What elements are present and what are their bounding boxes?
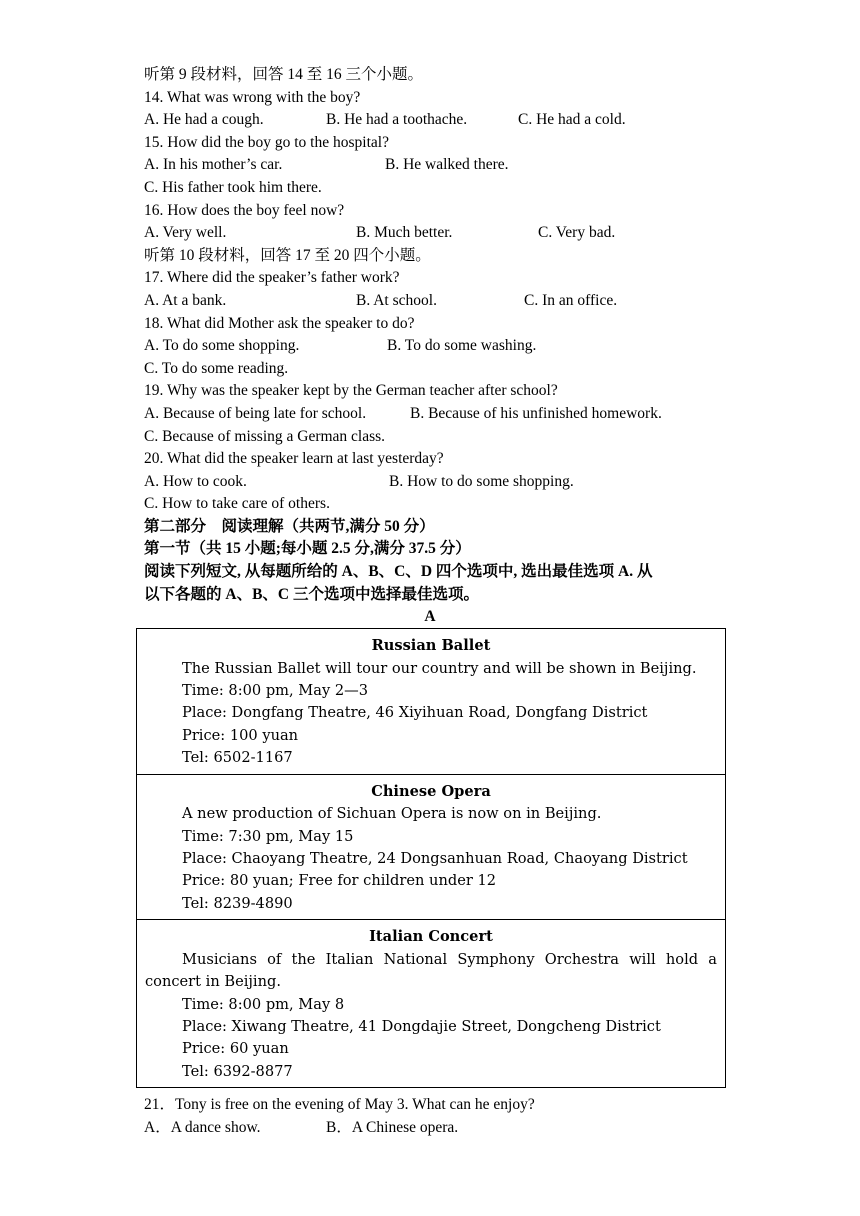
option-15-a: A. In his mother’s car. (144, 156, 283, 174)
question-20: 20. What did the speaker learn at last yesterday? (144, 450, 444, 468)
option-14-a: A. He had a cough. (144, 111, 264, 129)
options-15 (144, 154, 724, 177)
option-18-c: C. To do some reading. (144, 359, 289, 377)
ads-table (136, 628, 726, 1088)
option-20-b: B. How to do some shopping. (389, 472, 574, 490)
option-16-a: A. Very well. (144, 224, 227, 242)
option-15-b: B. He walked there. (385, 156, 509, 174)
question-15: 15. How did the boy go to the hospital? (144, 133, 389, 151)
question-19: 19. Why was the speaker kept by the German teacher after school? (144, 382, 558, 400)
ad-title: Italian Concert (369, 928, 493, 946)
option-17-c: C. In an office. (524, 291, 618, 309)
options-21 (144, 1117, 724, 1140)
option-15-c: C. His father took him there. (144, 178, 322, 196)
options-14 (144, 109, 724, 132)
option-20-c: C. How to take care of others. (144, 495, 330, 513)
option-16-b: B. Much better. (356, 224, 453, 242)
ad-price: Price: 80 yuan; Free for children under 12 (182, 872, 497, 890)
intro-passage-10: 听第 10 段材料，回答 17 至 20 四个小题。 (144, 246, 431, 264)
intro-passage-9: 听第 9 段材料，回答 14 至 16 三个小题。 (144, 66, 424, 83)
option-21-b: B．A Chinese opera. (326, 1118, 459, 1136)
question-16: 16. How does the boy feel now? (144, 201, 345, 219)
section-one-heading: 第一节（共 15 小题;每小题 2.5 分,满分 37.5 分） (144, 540, 471, 558)
ad-description: The Russian Ballet will tour our country and will be shown in Beijing. (182, 659, 697, 677)
question-17: 17. Where did the speaker’s father work? (144, 269, 400, 287)
option-17-b: B. At school. (356, 291, 437, 309)
option-18-b: B. To do some washing. (387, 337, 537, 355)
passage-label: A (424, 608, 436, 626)
question-21: 21．Tony is free on the evening of May 3. What can he enjoy? (144, 1096, 535, 1113)
ad-tel: Tel: 6392-8877 (182, 1062, 293, 1080)
option-17-a: A. At a bank. (144, 291, 227, 309)
option-19-b: B. Because of his unfinished homework. (410, 404, 662, 422)
option-19-a: A. Because of being late for school. (144, 404, 367, 422)
ad-place: Place: Dongfang Theatre, 46 Xiyihuan Road, Dongfang District (182, 704, 648, 722)
ad-time: Time: 8:00 pm, May 2—3 (182, 682, 368, 699)
ad-description: Musicians of the Italian National Symphony Orchestra will hold a concert in Beijing. (145, 950, 717, 991)
options-18 (144, 335, 724, 358)
ad-title: Chinese Opera (371, 782, 491, 800)
option-16-c: C. Very bad. (538, 224, 616, 242)
ad-place: Place: Xiwang Theatre, 41 Dongdajie Street, Dongcheng District (182, 1018, 661, 1036)
option-21-a: A．A dance show. (144, 1118, 261, 1136)
instructions-line-2: 以下各题的 A、B、C 三个选项中选择最佳选项。 (144, 585, 479, 603)
listening-section (144, 64, 724, 629)
instructions-line-1: 阅读下列短文, 从每题所给的 A、B、C、D 四个选项中, 选出最佳选项 A. 从 (144, 563, 653, 581)
ad-time: Time: 7:30 pm, May 15 (182, 827, 354, 845)
ad-chinese-opera (137, 774, 725, 920)
ad-russian-ballet (137, 629, 725, 774)
options-16 (144, 222, 724, 245)
question-18: 18. What did Mother ask the speaker to do? (144, 314, 415, 332)
ad-price: Price: 60 yuan (182, 1040, 289, 1058)
question-14: 14. What was wrong with the boy? (144, 88, 361, 106)
part-two-heading: 第二部分 阅读理解（共两节,满分 50 分） (144, 517, 435, 535)
options-17 (144, 290, 724, 313)
option-14-c: C. He had a cold. (518, 111, 626, 129)
option-20-a: A. How to cook. (144, 472, 247, 490)
ad-time: Time: 8:00 pm, May 8 (182, 995, 345, 1013)
ad-title: Russian Ballet (371, 637, 491, 654)
ad-price: Price: 100 yuan (182, 726, 299, 744)
option-19-c: C. Because of missing a German class. (144, 427, 386, 445)
options-19 (144, 403, 724, 426)
ad-place: Place: Chaoyang Theatre, 24 Dongsanhuan Road, Chaoyang District (182, 850, 688, 868)
ad-italian-concert (137, 919, 725, 1087)
ad-tel: Tel: 8239-4890 (182, 894, 293, 912)
question-21-block (144, 1094, 724, 1139)
option-18-a: A. To do some shopping. (144, 337, 300, 355)
options-20 (144, 471, 724, 494)
option-14-b: B. He had a toothache. (326, 111, 468, 129)
ad-tel: Tel: 6502-1167 (182, 749, 293, 767)
ad-description: A new production of Sichuan Opera is now on in Beijing. (182, 805, 602, 823)
